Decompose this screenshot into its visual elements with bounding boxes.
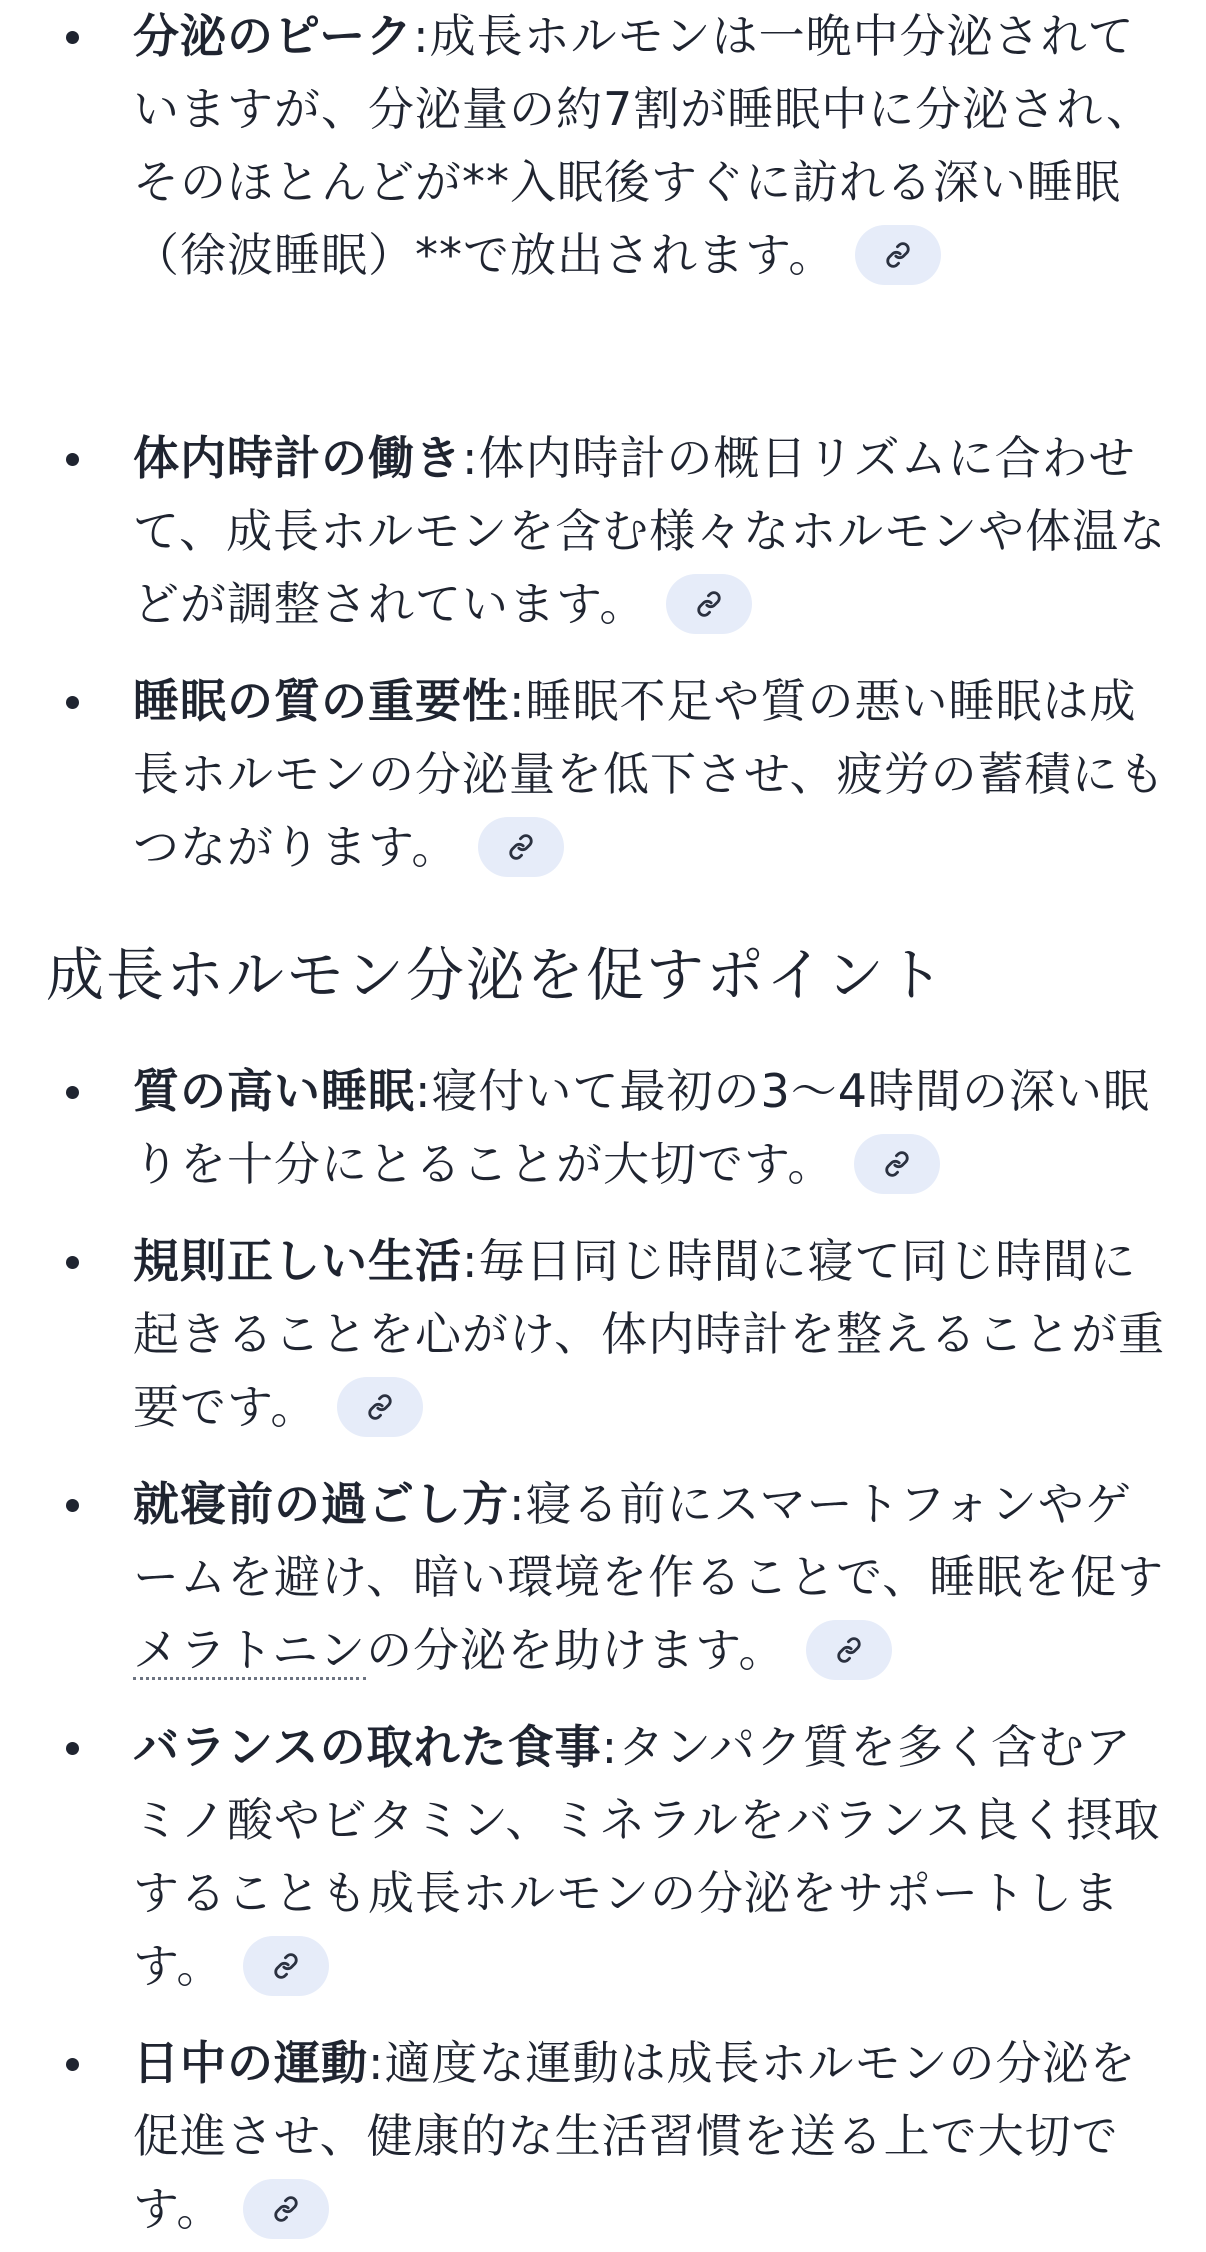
tips-list bbox=[0, 1055, 1206, 2246]
list-item bbox=[0, 1055, 1206, 1201]
source-link-button[interactable] bbox=[854, 1134, 940, 1194]
bullet-icon bbox=[66, 2058, 79, 2071]
link-icon bbox=[273, 2196, 299, 2222]
bullet-icon bbox=[66, 696, 79, 709]
list-item bbox=[0, 2027, 1206, 2246]
item-title: バランスの取れた食事 bbox=[133, 1720, 602, 1774]
melatonin-link[interactable]: メラトニン bbox=[133, 1623, 366, 1680]
bullet-icon bbox=[66, 1256, 79, 1269]
list-item bbox=[0, 665, 1206, 884]
link-icon bbox=[836, 1637, 862, 1663]
item-title: 日中の運動 bbox=[133, 2036, 368, 2090]
item-title: 規則正しい生活 bbox=[133, 1234, 462, 1288]
item-text: :睡眠不足や質の悪い睡眠は成長ホルモンの分泌量を低下させ、疲労の蓄積にもつながります。 bbox=[133, 674, 1166, 874]
growth-hormone-facts-list-2 bbox=[0, 422, 1206, 884]
list-item bbox=[0, 1225, 1206, 1444]
section-heading: 成長ホルモン分泌を促すポイント bbox=[46, 941, 947, 1009]
item-text: :体内時計の概日リズムに合わせて、成長ホルモンを含む様々なホルモンや体温などが調整されています。 bbox=[133, 431, 1167, 631]
item-text: :寝る前にスマートフォンやゲームを避け、暗い環境を作ることで、睡眠を促す bbox=[133, 1477, 1163, 1604]
item-title: 体内時計の働き bbox=[133, 431, 462, 485]
source-link-button[interactable] bbox=[478, 817, 564, 877]
list-item bbox=[0, 1468, 1206, 1687]
link-icon bbox=[885, 242, 911, 268]
bullet-icon bbox=[66, 1742, 79, 1755]
list-item bbox=[0, 0, 1206, 292]
item-text: :適度な運動は成長ホルモンの分泌を促進させ、健康的な生活習慣を送る上で大切です。 bbox=[133, 2036, 1137, 2236]
source-link-button[interactable] bbox=[337, 1377, 423, 1437]
source-link-button[interactable] bbox=[666, 574, 752, 634]
link-icon bbox=[367, 1394, 393, 1420]
bullet-icon bbox=[66, 1499, 79, 1512]
source-link-button[interactable] bbox=[243, 2179, 329, 2239]
item-text-after: の分泌を助けます。 bbox=[366, 1623, 786, 1677]
source-link-button[interactable] bbox=[855, 225, 941, 285]
item-text: :タンパク質を多く含むアミノ酸やビタミン、ミネラルをバランス良く摂取することも成長ホルモンの分泌をサポートします。 bbox=[133, 1720, 1161, 1993]
bullet-icon bbox=[66, 1086, 79, 1099]
list-item bbox=[0, 1711, 1206, 2003]
link-icon bbox=[884, 1151, 910, 1177]
list-item bbox=[0, 422, 1206, 641]
item-title: 分泌のピーク bbox=[133, 9, 414, 63]
source-link-button[interactable] bbox=[243, 1936, 329, 1996]
link-icon bbox=[273, 1953, 299, 1979]
link-icon bbox=[508, 834, 534, 860]
source-link-button[interactable] bbox=[806, 1620, 892, 1680]
growth-hormone-facts-list bbox=[0, 0, 1206, 292]
item-text: :寝付いて最初の3〜4時間の深い眠りを十分にとることが大切です。 bbox=[133, 1064, 1151, 1191]
bullet-icon bbox=[66, 31, 79, 44]
item-title: 睡眠の質の重要性 bbox=[133, 674, 509, 728]
bullet-icon bbox=[66, 453, 79, 466]
item-text: :毎日同じ時間に寝て同じ時間に起きることを心がけ、体内時計を整えることが重要です。 bbox=[133, 1234, 1166, 1434]
item-title: 就寝前の過ごし方 bbox=[133, 1477, 509, 1531]
link-icon bbox=[696, 591, 722, 617]
item-title: 質の高い睡眠 bbox=[133, 1064, 415, 1118]
item-text: :成長ホルモンは一晩中分泌されていますが、分泌量の約7割が睡眠中に分泌され、そのほとんどが**入眠後すぐに訪れる深い睡眠（徐波睡眠）**で放出されます。 bbox=[133, 9, 1154, 282]
